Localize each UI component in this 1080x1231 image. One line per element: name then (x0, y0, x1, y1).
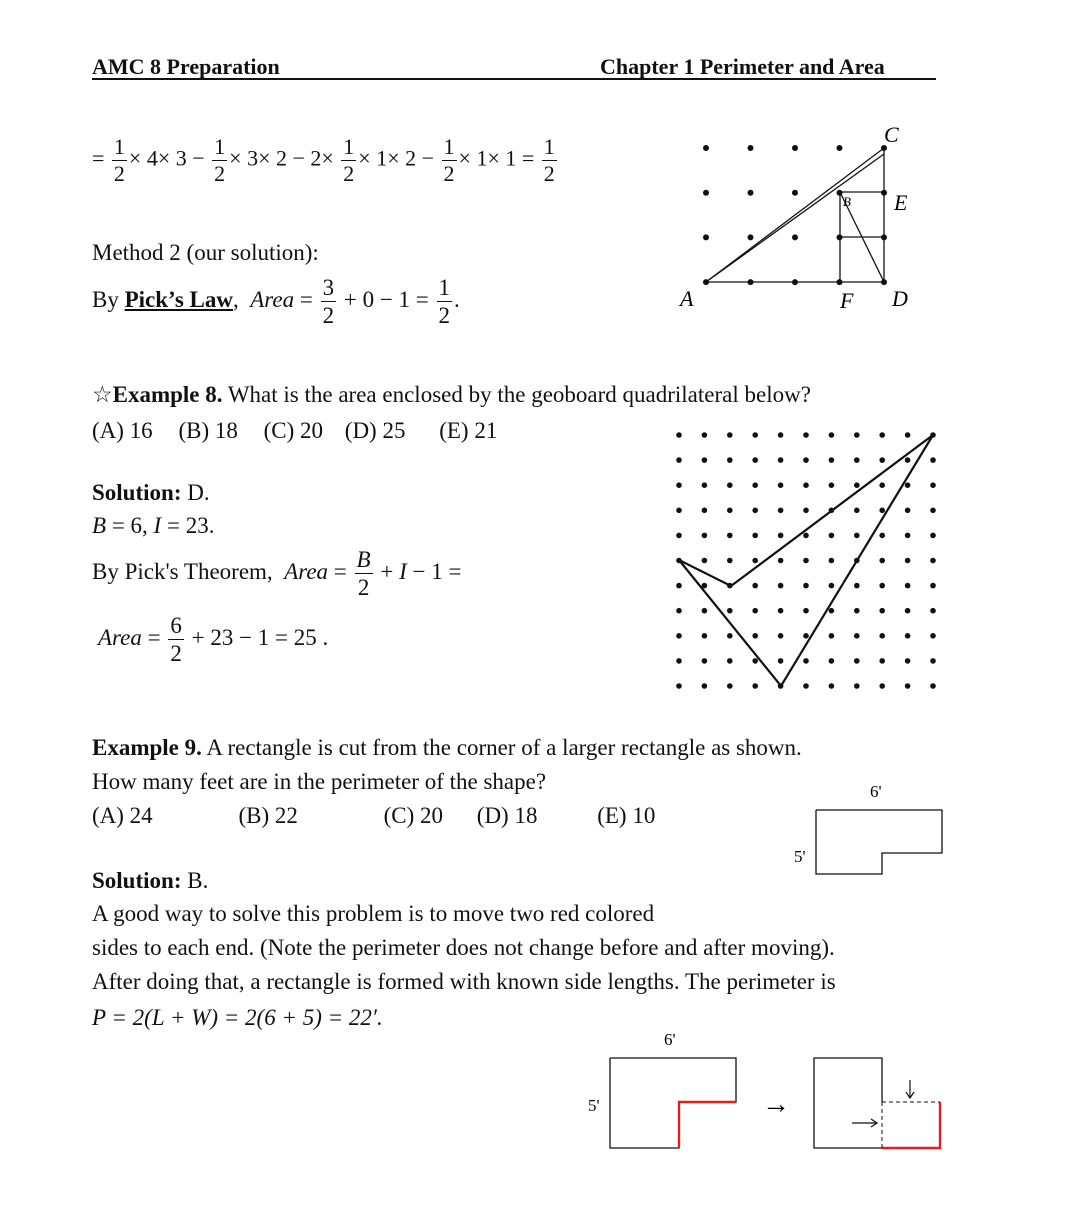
grid-dot (727, 633, 733, 639)
grid-dot (676, 658, 682, 664)
grid-dot (905, 608, 911, 614)
grid-dot (879, 608, 885, 614)
label-d: D (892, 286, 908, 311)
width-label: 6' (870, 782, 882, 801)
transformation-figure (582, 1025, 952, 1160)
grid-dot (837, 145, 843, 151)
grid-dot (676, 683, 682, 689)
grid-dot (879, 583, 885, 589)
grid-dot (778, 658, 784, 664)
grid-dot (829, 457, 835, 463)
grid-dot (748, 234, 754, 240)
choice-d: (D) 25 (344, 418, 406, 443)
grid-dot (803, 608, 809, 614)
grid-dot (778, 432, 784, 438)
grid-dot (752, 608, 758, 614)
grid-dot (905, 432, 911, 438)
grid-dot (803, 683, 809, 689)
picks-prefix: By (92, 286, 125, 312)
grid-dot (829, 432, 835, 438)
grid-dot (702, 533, 708, 539)
grid-dot (778, 633, 784, 639)
grid-dot (930, 658, 936, 664)
grid-dot (905, 633, 911, 639)
method2-label: Method 2 (our solution): (92, 240, 319, 265)
grid-dot (879, 533, 885, 539)
grid-dot (703, 234, 709, 240)
grid-dot (930, 608, 936, 614)
grid-dot (905, 533, 911, 539)
example8-choices (92, 418, 497, 444)
grid-dot (854, 683, 860, 689)
grid-dot (676, 583, 682, 589)
example8-solution-line (92, 480, 210, 506)
grid-dot (803, 432, 809, 438)
grid-dot (854, 583, 860, 589)
red-sides-original (679, 1102, 736, 1148)
grid-dot (778, 608, 784, 614)
grid-dot (727, 558, 733, 564)
grid-dot (778, 533, 784, 539)
grid-dot (930, 633, 936, 639)
grid-dot (879, 683, 885, 689)
example9-question-2: How many feet are in the perimeter of the shape? (92, 769, 547, 794)
bottom-height-label: 5' (588, 1096, 600, 1115)
grid-dot (702, 482, 708, 488)
grid-dot (854, 432, 860, 438)
grid-dot (905, 558, 911, 564)
grid-dot (676, 457, 682, 463)
grid-dot (778, 508, 784, 514)
picks-law-line: By Pick’s Law, Area = $\frac{3}{2}$ + 0 − 1 = $\frac{1}{2}$ . (92, 275, 460, 328)
grid-dot (879, 633, 885, 639)
grid-dot (803, 533, 809, 539)
grid-dot (727, 482, 733, 488)
grid-dot (930, 583, 936, 589)
grid-dot (829, 558, 835, 564)
grid-dot (702, 633, 708, 639)
perimeter-formula: P = 2(L + W) = 2(6 + 5) = 22′. (92, 1005, 383, 1030)
grid-dot (703, 145, 709, 151)
example9-question-1: Example 9. A rectangle is cut from the corner of a larger rectangle as shown. (92, 735, 802, 760)
grid-dot (792, 145, 798, 151)
solution-answer: D. (181, 480, 210, 505)
label-f: F (840, 288, 854, 313)
grid-dot (930, 457, 936, 463)
height-label: 5' (794, 847, 806, 866)
grid-dot (930, 482, 936, 488)
grid-dot (829, 608, 835, 614)
grid-dot (829, 683, 835, 689)
grid-dot (752, 432, 758, 438)
example9-choices: (A) 24 (B) 22 (C) 20 (D) 18 (E) 10 (92, 803, 656, 828)
grid-dot (854, 508, 860, 514)
grid-dot (829, 533, 835, 539)
grid-dot (778, 457, 784, 463)
red-sides-moved (882, 1102, 940, 1148)
grid-dot (879, 482, 885, 488)
grid-dot (676, 508, 682, 514)
grid-dot (879, 432, 885, 438)
area-label: Area (250, 286, 295, 312)
grid-dot (752, 683, 758, 689)
grid-dot (702, 608, 708, 614)
grid-dot (905, 508, 911, 514)
grid-dot (803, 482, 809, 488)
example9-title: Example 9. (92, 735, 202, 760)
grid-dot (879, 658, 885, 664)
grid-dot (829, 482, 835, 488)
example9-solution-line: Solution: B. (92, 868, 209, 893)
prev-triangle-figure (670, 118, 930, 318)
grid-dot (905, 683, 911, 689)
grid-dot (752, 658, 758, 664)
grid-dot (752, 583, 758, 589)
geoboard-figure (665, 425, 950, 700)
header-left: AMC 8 Preparation (92, 54, 280, 79)
grid-dot (676, 533, 682, 539)
method1-equation: = $\frac{1}{2}$ × 4× 3 − $\frac{1}{2}$ × 3× 2 − 2× $\frac{1}{2}$ × 1× 2 − $\frac{1}{2}$ × 1× 1 = $\frac{1}{2}$ (92, 134, 555, 186)
grid-dot (727, 683, 733, 689)
grid-dot (803, 583, 809, 589)
grid-dot (778, 558, 784, 564)
choice-b: (B) 18 (178, 418, 238, 443)
label-c: C (884, 122, 899, 147)
grid-dot (752, 457, 758, 463)
grid-dot (854, 633, 860, 639)
grid-dot (752, 482, 758, 488)
solution-text-3: After doing that, a rectangle is formed with known side lengths. The perimeter is (92, 969, 836, 994)
grid-dot (748, 190, 754, 196)
solution-text-1: A good way to solve this problem is to move two red colored (92, 901, 655, 926)
grid-dot (778, 482, 784, 488)
grid-dot (702, 658, 708, 664)
grid-dot (854, 533, 860, 539)
solution-text-2: sides to each end. (Note the perimeter does not change before and after moving). (92, 935, 835, 960)
grid-dot (829, 633, 835, 639)
grid-dot (702, 457, 708, 463)
picks-law: Pick’s Law (124, 286, 233, 312)
b-i-values: B = 6, I = 23. (92, 513, 215, 538)
grid-dot (727, 508, 733, 514)
example8-question-text: What is the area enclosed by the geoboard quadrilateral below? (222, 382, 811, 407)
grid-dot (778, 583, 784, 589)
grid-dot (792, 234, 798, 240)
grid-dot (930, 533, 936, 539)
grid-dot (829, 583, 835, 589)
bottom-width-label: 6' (664, 1030, 676, 1049)
grid-dot (676, 432, 682, 438)
grid-dot (752, 508, 758, 514)
area-result-line: Area = $\frac{6}{2}$ + 23 − 1 = 25 . (98, 613, 329, 666)
grid-dot (727, 533, 733, 539)
grid-dot (854, 482, 860, 488)
grid-dot (702, 683, 708, 689)
grid-dot (727, 457, 733, 463)
header-rule (92, 78, 936, 80)
grid-dot (702, 432, 708, 438)
grid-dot (854, 658, 860, 664)
grid-dot (879, 457, 885, 463)
header-right: Chapter 1 Perimeter and Area (600, 54, 885, 79)
grid-dot (727, 432, 733, 438)
grid-dot (676, 482, 682, 488)
grid-dot (676, 608, 682, 614)
grid-dot (803, 558, 809, 564)
grid-dot (854, 608, 860, 614)
grid-dot (803, 633, 809, 639)
grid-dot (803, 457, 809, 463)
grid-dot (792, 190, 798, 196)
choice-c: (C) 20 (263, 418, 324, 443)
grid-dot (727, 658, 733, 664)
grid-dot (854, 457, 860, 463)
grid-dot (879, 508, 885, 514)
example8-title: Example 8. (112, 382, 223, 407)
grid-dot (829, 658, 835, 664)
label-e: E (894, 190, 908, 215)
grid-dot (676, 633, 682, 639)
grid-dot (905, 583, 911, 589)
right-arrow-icon: → (762, 1089, 790, 1120)
grid-dot (702, 558, 708, 564)
grid-dot (930, 683, 936, 689)
grid-dot (930, 558, 936, 564)
grid-dot (752, 558, 758, 564)
label-b: B (843, 194, 851, 209)
grid-dot (803, 508, 809, 514)
grid-dot (905, 457, 911, 463)
grid-dot (752, 633, 758, 639)
grid-dot (879, 558, 885, 564)
grid-dot (748, 145, 754, 151)
label-a: A (680, 286, 694, 311)
grid-dot (702, 508, 708, 514)
choice-a: (A) 16 (92, 418, 153, 443)
example8-question (92, 382, 811, 408)
grid-dot (803, 658, 809, 664)
choice-e: (E) 21 (439, 418, 498, 443)
picks-theorem-line: By Pick's Theorem, Area = $\frac{B}{2}$ + I − 1 = (92, 547, 462, 600)
grid-dot (905, 482, 911, 488)
grid-dot (727, 608, 733, 614)
grid-dot (905, 658, 911, 664)
l-shape-figure (790, 780, 950, 880)
star-icon: ☆ (92, 382, 113, 407)
grid-dot (930, 508, 936, 514)
grid-dot (703, 190, 709, 196)
solution-label: Solution: (92, 480, 182, 505)
grid-dot (752, 533, 758, 539)
